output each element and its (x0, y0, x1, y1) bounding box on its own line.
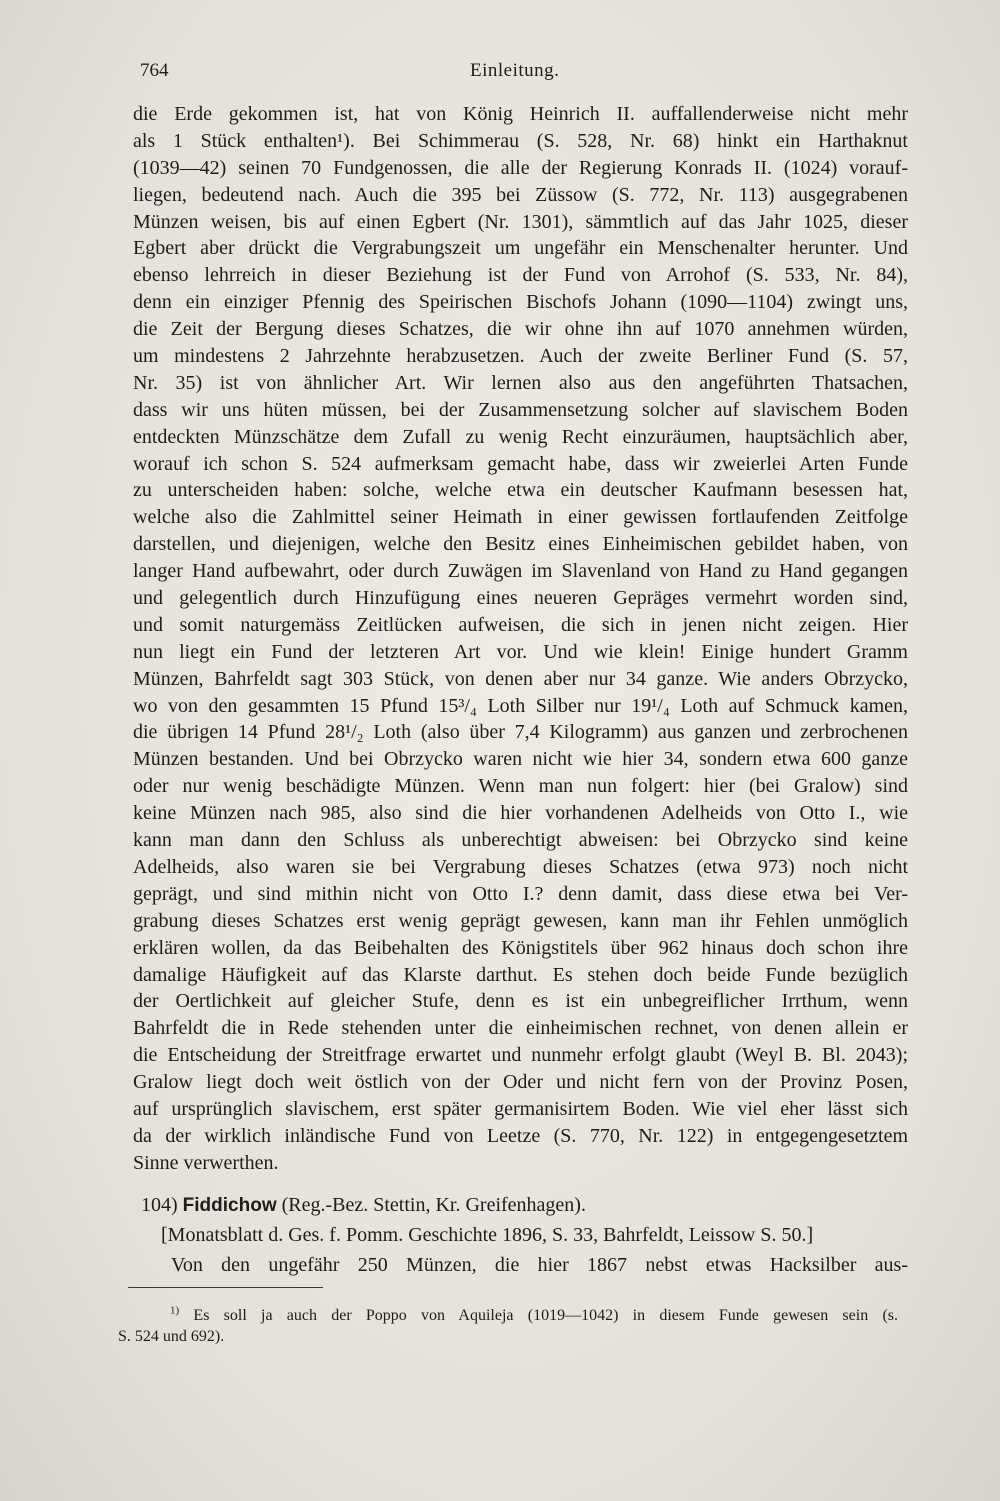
text-line: die Zeit der Bergung dieses Schatzes, die wir ohne ihn auf 1070 annehmen würden, (133, 318, 908, 341)
text-line: Egbert aber drückt die Vergrabungszeit um ungefähr ein Menschenalter herunter. Und (133, 237, 908, 260)
text-line: Adelheids, also waren sie bei Vergrabung dieses Schatzes (etwa 973) noch nicht (133, 855, 908, 878)
text-line: welche also die Zahlmittel seiner Heimath in einer gewissen fortlaufenden Zeitfolge (133, 506, 908, 529)
text-line: kann man dann den Schluss als unberechtigt abweisen: bei Obrzycko sind keine (133, 829, 908, 852)
text-line: denn ein einziger Pfennig des Speirischen Bischofs Johann (1090—1104) zwingt uns, (133, 291, 908, 314)
text-line: nun liegt ein Fund der letzteren Art vor. Und wie klein! Einige hundert Gramm (133, 640, 908, 663)
text-line: entdeckten Münzschätze dem Zufall zu wenig Recht einzuräumen, hauptsächlich aber, (133, 425, 908, 448)
text-line: (1039—42) seinen 70 Fundgenossen, die alle der Regierung Konrads II. (1024) vorauf- (133, 156, 908, 179)
text-line: ebenso lehrreich in dieser Beziehung ist der Fund von Arrohof (S. 533, Nr. 84), (133, 264, 908, 287)
text-line: Münzen weisen, bis auf einen Egbert (Nr. 1301), sämmtlich auf das Jahr 1025, dieser (133, 210, 908, 233)
text-line: Bahrfeldt die in Rede stehenden unter die einheimischen rechnet, von denen allein er (133, 1017, 908, 1040)
footnote-mark: 1) (170, 1304, 180, 1317)
text-line: Münzen, Bahrfeldt sagt 303 Stück, von denen aber nur 34 ganze. Wie anders Obrzycko, (133, 667, 908, 690)
text-line: Münzen bestanden. Und bei Obrzycko waren nicht wie hier 34, sondern etwa 600 ganze (133, 748, 908, 771)
running-head: Einleitung. (470, 60, 560, 81)
text-line: als 1 Stück enthalten¹). Bei Schimmerau (S. 528, Nr. 68) hinkt ein Harthaknut (133, 129, 908, 152)
text-line: oder nur wenig beschädigte Münzen. Wenn man nun folgert: hier (bei Gralow) sind (133, 775, 908, 798)
entry-location: (Reg.-Bez. Stettin, Kr. Greifenhagen). (281, 1194, 586, 1216)
footnote-separator (128, 1287, 323, 1288)
text-line: die Erde gekommen ist, hat von König Heinrich II. auffallenderweise nicht mehr (133, 103, 908, 125)
page-header (140, 60, 905, 84)
text-line: geprägt, und sind mithin nicht von Otto I.? denn damit, dass diese etwa bei Ver- (133, 882, 908, 905)
text-line: erklären wollen, da das Beibehalten des Königstitels über 962 hinaus doch schon ihre (133, 936, 908, 959)
entry-reference: [Monatsblatt d. Ges. f. Pomm. Geschichte 1896, S. 33, Bahrfeldt, Leissow S. 50.] (161, 1224, 814, 1246)
text-line: und somit naturgemäss Zeitlücken aufweisen, die sich in jenen nicht zeigen. Hier (133, 613, 908, 636)
entry-heading (133, 1190, 908, 1220)
text-line: dass wir uns hüten müssen, bei der Zusammensetzung solcher auf slavischem Boden (133, 398, 908, 421)
text-line: auf ursprünglich slavischem, erst später germanisirtem Boden. Wie viel eher lässt sich (133, 1097, 908, 1120)
text-line: damalige Häufigkeit auf das Klarste darthut. Es stehen doch beide Funde bezüglich (133, 963, 908, 986)
page-number: 764 (140, 60, 169, 81)
text-line: liegen, bedeutend nach. Auch die 395 bei Züssow (S. 772, Nr. 113) ausgegrabenen (133, 183, 908, 206)
entry-number: 104) (141, 1194, 178, 1216)
text-line: Sinne verwerthen. (133, 1151, 279, 1174)
text-line: grabung dieses Schatzes erst wenig geprägt gewesen, kann man ihr Fehlen unmöglich (133, 909, 908, 932)
text-line: Gralow liegt doch weit östlich von der Oder und nicht fern von der Provinz Posen, (133, 1071, 908, 1094)
text-line: langer Hand aufbewahrt, oder durch Zuwägen im Slavenland von Hand zu Hand gegangen (133, 560, 908, 583)
text-line: worauf ich schon S. 524 aufmerksam gemacht habe, dass wir zweierlei Arten Funde (133, 452, 908, 475)
text-line: wo von den gesammten 15 Pfund 15³/₄ Loth Silber nur 19¹/₄ Loth auf Schmuck kamen, (133, 694, 908, 717)
find-entry (133, 1190, 908, 1280)
text-line: der Oertlichkeit auf gleicher Stufe, denn es ist ein unbegreiflicher Irrthum, wenn (133, 990, 908, 1013)
text-line: keine Münzen nach 985, also sind die hier vorhandenen Adelheids von Otto I., wie (133, 802, 908, 825)
text-line: und gelegentlich durch Hinzufügung eines neueren Gepräges vermehrt worden sind, (133, 587, 908, 610)
text-line: die übrigen 14 Pfund 28¹/₂ Loth (also über 7,4 Kilogramm) aus ganzen und zerbrochenen (133, 721, 908, 744)
footnote-line (118, 1305, 898, 1326)
text-line: darstellen, und diejenigen, welche den Besitz eines Einheimischen gebildet haben, von (133, 533, 908, 556)
text-line: die Entscheidung der Streitfrage erwartet und nunmehr erfolgt glaubt (Weyl B. Bl. 2043); (133, 1044, 908, 1067)
text-line: zu unterscheiden haben: solche, welche etwa ein deutscher Kaufmann besessen hat, (133, 479, 908, 502)
footnotes (118, 1305, 898, 1347)
footnote-text: Es soll ja auch der Poppo von Aquileja (1019—1042) in diesem Funde gewesen sein (s. (193, 1307, 899, 1324)
body-text (133, 101, 908, 1177)
entry-text: Von den ungefähr 250 Münzen, die hier 1867 nebst etwas Hacksilber aus- (171, 1254, 908, 1276)
entry-name: Fiddichow (182, 1195, 277, 1216)
text-line: Nr. 35) ist von ähnlicher Art. Wir lernen also aus den angeführten Thatsachen, (133, 371, 908, 394)
footnote-line: S. 524 und 692). (118, 1328, 225, 1345)
text-line: da der wirklich inländische Fund von Leetze (S. 770, Nr. 122) in entgegengesetztem (133, 1124, 908, 1147)
text-line: um mindestens 2 Jahrzehnte herabzusetzen. Auch der zweite Berliner Fund (S. 57, (133, 345, 908, 368)
